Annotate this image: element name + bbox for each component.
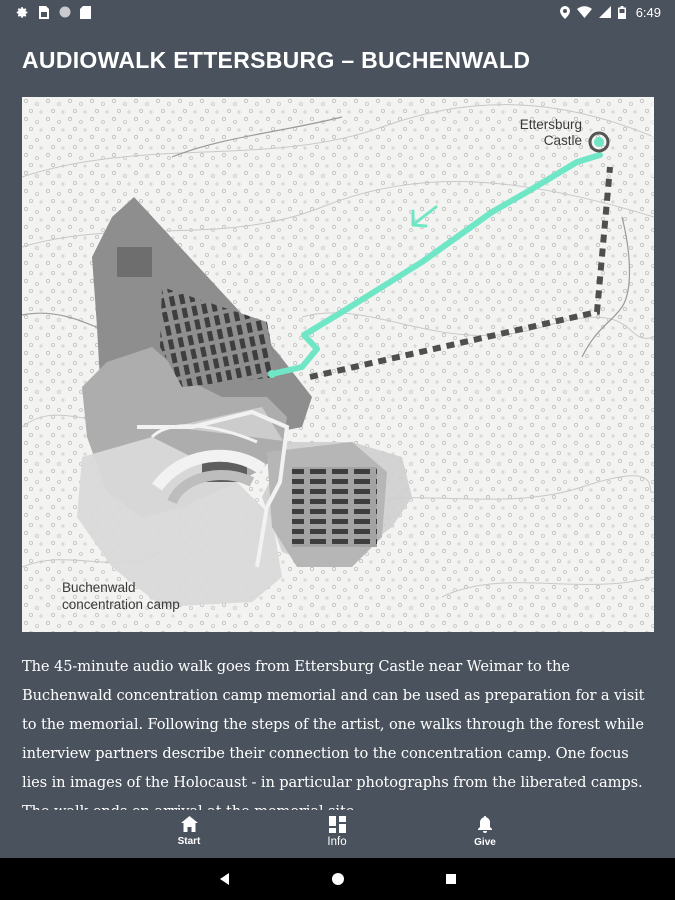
page-title: AUDIOWALK ETTERSBURG – BUCHENWALD xyxy=(22,47,531,73)
location-icon xyxy=(560,6,570,19)
home-circle-icon[interactable] xyxy=(330,871,346,887)
bell-icon xyxy=(478,816,492,833)
nav-give[interactable] xyxy=(445,816,525,848)
map-label-camp-2: concentration camp xyxy=(62,597,180,612)
recents-icon[interactable] xyxy=(443,871,459,887)
description-text: The 45-minute audio walk goes from Ettersburg Castle near Weimar to the Buchenwald concentration camp memorial and can be used as preparation for a visit to the memorial. Following the steps of the artist, one walks through the forest while interview partners describe their connection to the concentration camp. One focus lies in images of the Holocaust - in particular photographs from the liberated camps. xyxy=(22,658,645,791)
status-bar xyxy=(0,0,675,24)
grid-icon xyxy=(329,816,346,833)
nav-info-label: Info xyxy=(327,836,347,848)
sim-icon xyxy=(38,6,50,19)
map-image xyxy=(22,97,654,632)
system-navigation-bar xyxy=(0,858,675,900)
gear-icon xyxy=(16,6,29,19)
scrollbar-thumb[interactable] xyxy=(651,97,654,177)
signal-icon xyxy=(599,6,611,18)
home-icon xyxy=(181,816,198,832)
status-left-icons xyxy=(16,6,91,19)
nav-info[interactable] xyxy=(297,816,377,848)
back-icon[interactable] xyxy=(217,871,233,887)
nav-start[interactable] xyxy=(149,816,229,847)
wifi-icon xyxy=(577,6,592,18)
sd-card-icon xyxy=(80,6,91,19)
map-label-camp: Buchenwald xyxy=(62,580,136,595)
battery-icon xyxy=(618,6,626,19)
status-right-icons xyxy=(560,5,661,20)
map-label-castle: Ettersburg xyxy=(519,117,582,132)
camp-start-point xyxy=(268,370,276,378)
route-map xyxy=(22,97,654,632)
map-label-castle-2: Castle xyxy=(543,133,582,148)
bottom-navigation xyxy=(0,810,675,858)
circle-icon xyxy=(59,6,71,18)
castle-marker xyxy=(594,137,604,147)
nav-give-label: Give xyxy=(474,837,496,848)
nav-start-label: Start xyxy=(177,836,201,847)
status-time: 6:49 xyxy=(635,4,661,20)
